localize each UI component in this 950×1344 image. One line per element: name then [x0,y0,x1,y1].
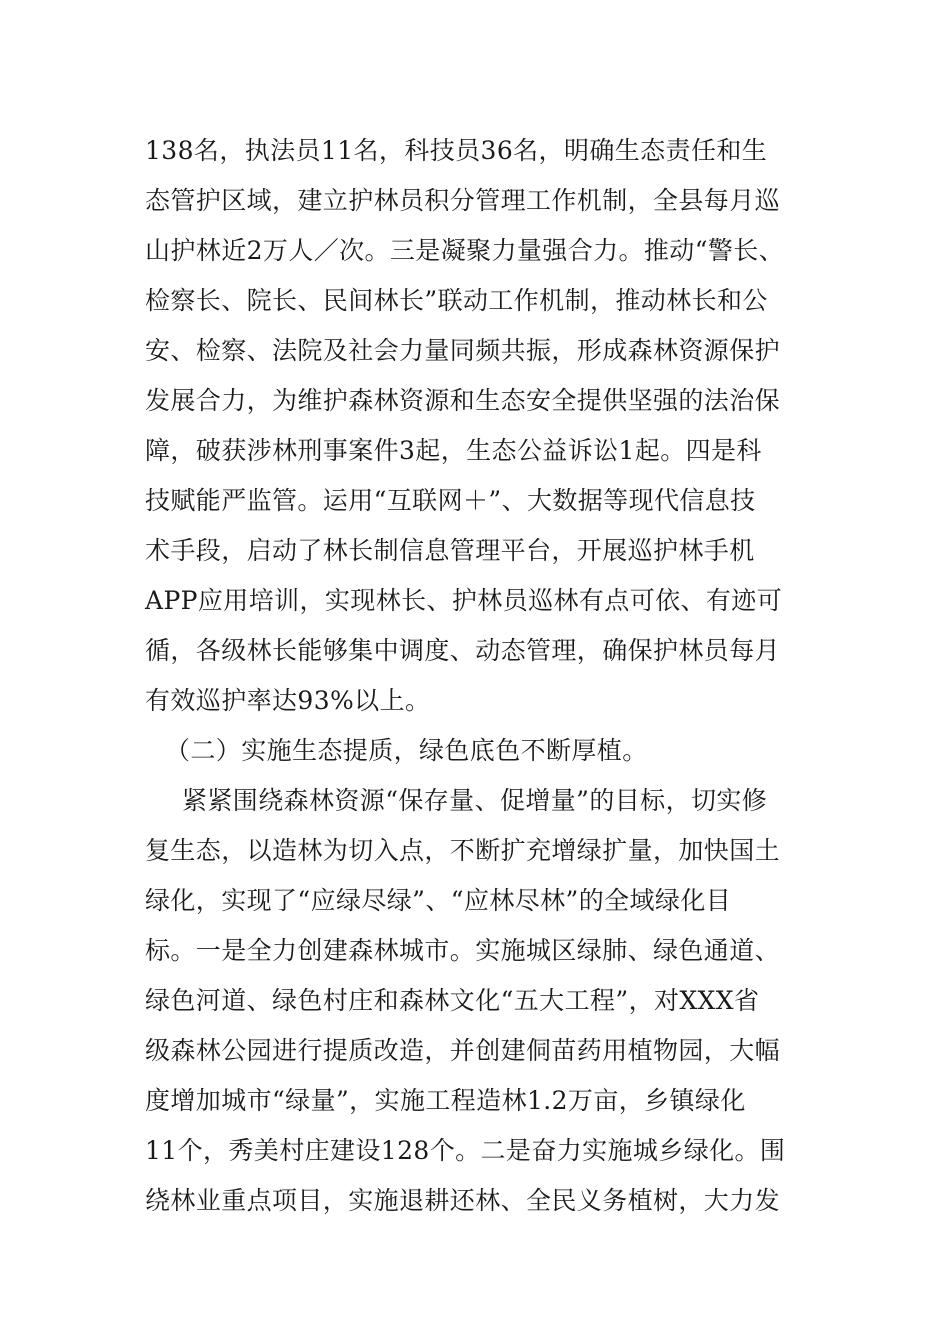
text-line: 发展合力，为维护森林资源和生态安全提供坚强的法治保 [145,386,781,415]
section-heading: （二）实施生态提质，绿色底色不断厚植。 [165,736,648,765]
text-line: 138名，执法员11名，科技员36名，明确生态责任和生 [145,136,768,165]
text-line: 复生态，以造林为切入点，不断扩充增绿扩量，加快国土 [145,836,781,865]
text-line: 绿化，实现了“应绿尽绿”、“应林尽林”的全域绿化目 [145,886,732,915]
text-line: 术手段，启动了林长制信息管理平台，开展巡护林手机 [145,536,755,565]
text-line: 障，破获涉林刑事案件3起，生态公益诉讼1起。四是科 [145,436,762,465]
text-line: 检察长、院长、民间林长”联动工作机制，推动林长和公 [145,286,768,315]
text-line: 绿色河道、绿色村庄和森林文化“五大工程”，对XXX省 [145,986,760,1015]
text-line: 有效巡护率达93%以上。 [145,686,431,715]
text-line: 技赋能严监管。运用“互联网＋”、大数据等现代信息技 [145,486,756,515]
text-line: 度增加城市“绿量”，实施工程造林1.2万亩，乡镇绿化 [145,1086,746,1115]
text-line: 山护林近2万人／次。三是凝聚力量强合力。推动“警长、 [145,236,785,265]
text-line: APP应用培训，实现林长、护林员巡林有点可依、有迹可 [145,586,783,615]
text-line: 绕林业重点项目，实施退耕还林、全民义务植树，大力发 [145,1186,781,1215]
text-line: 级森林公园进行提质改造，并创建侗苗药用植物园，大幅 [145,1036,781,1065]
text-line: 11个，秀美村庄建设128个。二是奋力实施城乡绿化。围 [145,1136,786,1165]
text-line: 紧紧围绕森林资源“保存量、促增量”的目标，切实修 [182,786,768,815]
text-line: 安、检察、法院及社会力量同频共振，形成森林资源保护 [145,336,781,365]
text-line: 态管护区域，建立护林员积分管理工作机制，全县每月巡 [145,186,781,215]
text-line: 循，各级林长能够集中调度、动态管理，确保护林员每月 [145,636,781,665]
text-line: 标。一是全力创建森林城市。实施城区绿肺、绿色通道、 [145,936,781,965]
